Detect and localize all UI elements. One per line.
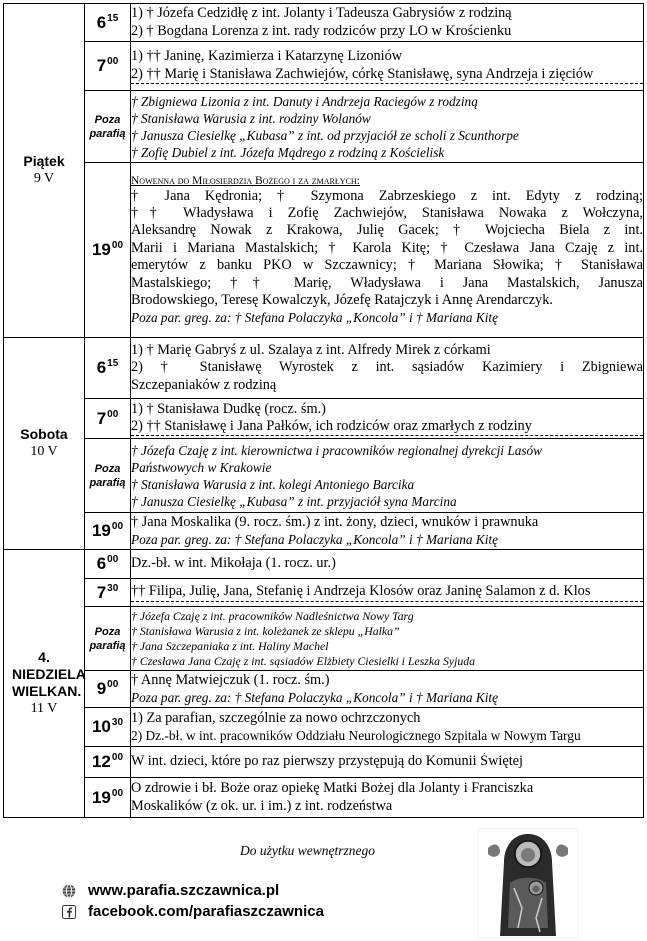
intention-line: Marii i Mariana Mastalskich; † Karola Kitę; † Czesława Jana Czaję z int. bbox=[131, 239, 643, 256]
intention-line: Państwowych w Krakowie bbox=[131, 459, 272, 475]
intention-line: emerytów z banku PKO w Szczawnicy; † Mariana Słowika; † Stanisława bbox=[131, 257, 643, 274]
mass-time: $19^{00}$ bbox=[85, 778, 131, 818]
mass-intentions bbox=[131, 708, 644, 747]
mass-time: $7^{00}$ bbox=[85, 399, 131, 439]
poza-parafia-label: Poza parafią bbox=[85, 91, 131, 163]
intention-line: †† Filipa, Julię, Jana, Stefanię i Andrzeja Klosów oraz Janinę Salamon z d. Klos bbox=[131, 583, 643, 601]
intention-line: 1) † Józefa Cedzidłę z int. Jolanty i Tadeusza Gabrysiów z rodziną bbox=[131, 5, 512, 22]
mass-intentions bbox=[131, 338, 644, 399]
intention-line: † Jana Szczepaniaka z int. Haliny Machel bbox=[131, 638, 329, 653]
intention-line: 2) † Stanisławę Wyrostek z int. sąsiadów Kazimiery i Zbigniewa bbox=[131, 359, 643, 376]
mass-time: $19^{00}$ bbox=[85, 163, 131, 338]
intention-line: † Annę Matwiejczuk (1. rocz. śm.) bbox=[131, 671, 330, 688]
website-link[interactable]: www.parafia.szczawnica.pl bbox=[88, 882, 280, 899]
day-date: 11 V bbox=[30, 701, 58, 716]
mass-intentions bbox=[131, 42, 644, 91]
intention-line: † Stanisława Warusia z int. kolegi Antoniego Barcika bbox=[131, 476, 415, 492]
mass-intentions bbox=[131, 4, 644, 42]
mass-intentions bbox=[131, 513, 644, 550]
poza-parafia-label: Poza parafią bbox=[85, 607, 131, 671]
intention-line: 1) †† Janinę, Kazimierza i Katarzynę Lizoniów bbox=[131, 48, 403, 65]
intention-line: † Czesława Jana Czaję z int. sąsiadów Elżbiety Ciesielki i Leszka Syjuda bbox=[131, 653, 476, 668]
mass-time: $7^{30}$ bbox=[85, 579, 131, 607]
intention-line: 1) Za parafian, szczególnie za nowo ochrzczonych bbox=[131, 709, 421, 726]
intention-line: † Zbigniewa Lizonia z int. Danuty i Andrzeja Raciegów z rodziną bbox=[131, 93, 478, 109]
facebook-link[interactable]: facebook.com/parafiaszczawnica bbox=[88, 903, 324, 920]
facebook-row[interactable] bbox=[62, 901, 324, 922]
intention-line: O zdrowie i bł. Boże oraz opiekę Matki Bożej dla Jolanty i Franciszka bbox=[131, 780, 534, 797]
intention-line: 2) †† Stanisławę i Jana Pałków, ich rodziców oraz zmarłych z rodziny bbox=[131, 418, 643, 436]
mass-time: $6^{15}$ bbox=[85, 4, 131, 42]
intention-line: † Zofię Dubiel z int. Józefa Mądrego z rodziną z Kościelisk bbox=[131, 144, 445, 160]
website-row[interactable] bbox=[62, 880, 324, 901]
mass-intentions bbox=[131, 399, 644, 439]
mass-time: $19^{00}$ bbox=[85, 513, 131, 550]
day-date: 10 V bbox=[30, 444, 58, 459]
madonna-icon-image bbox=[478, 828, 578, 938]
intention-line: †† Władysława i Zofię Zachwiejów, Stanisława Nowaka z Wołczyna, bbox=[131, 204, 643, 221]
intention-line: 2) Dz.-bł. w int. pracowników Oddziału Neurologicznego Szpitala w Nowym Targu bbox=[131, 728, 581, 743]
novena-intentions bbox=[131, 163, 644, 338]
intention-line: † Stanisława Warusia z int. koleżanek ze sklepu „Halka” bbox=[131, 623, 400, 638]
gregorian-note: Poza par. greg. za: † Stefana Polaczyka „Koncola” i † Mariana Kitę bbox=[131, 310, 499, 326]
mass-intentions bbox=[131, 550, 644, 579]
internal-use-note: Do użytku wewnętrznego bbox=[240, 843, 375, 858]
contact-links bbox=[62, 880, 324, 922]
mass-time: $7^{00}$ bbox=[85, 42, 131, 91]
intention-line: 1) † Stanisława Dudkę (rocz. śm.) bbox=[131, 400, 326, 417]
intention-line: † Józefa Czaję z int. kierownictwa i pracowników regionalnej dyrekcji Lasów bbox=[131, 442, 543, 458]
gregorian-note: Poza par. greg. za: † Stefana Polaczyka „Koncola” i † Mariana Kitę bbox=[131, 532, 499, 548]
intention-line: Dz.-bł. w int. Mikołaja (1. rocz. ur.) bbox=[131, 555, 336, 572]
intention-line: † Józefa Czaję z int. pracowników Nadleśnictwa Nowy Targ bbox=[131, 608, 414, 623]
mass-time: $9^{00}$ bbox=[85, 671, 131, 708]
intention-line: 2) † Bogdana Lorenza z int. rady rodziców przy LO w Krościenku bbox=[131, 22, 512, 39]
intention-line: Aleksandrę Nowak z Krakowa, Julię Gacek; † Wojciecha Biela z int. bbox=[131, 222, 643, 239]
mass-time: $10^{30}$ bbox=[85, 708, 131, 747]
mass-intentions bbox=[131, 671, 644, 708]
intention-line: † Stanisława Warusia z int. rodziny Wolanów bbox=[131, 110, 371, 126]
day-cell-sunday bbox=[4, 550, 85, 818]
mass-time: $12^{00}$ bbox=[85, 747, 131, 778]
poza-parafia-label: Poza parafią bbox=[85, 439, 131, 513]
intention-line: † Janusza Ciesielkę „Kubasa” z int. przyjaciół syna Marcina bbox=[131, 493, 457, 509]
day-name: 4. NIEDZIELA WIELKAN. bbox=[12, 649, 86, 699]
mass-schedule-table bbox=[3, 3, 644, 818]
poza-intentions bbox=[131, 439, 644, 513]
day-cell-saturday bbox=[4, 338, 85, 550]
day-name: Piątek bbox=[23, 153, 65, 169]
mass-time: $6^{15}$ bbox=[85, 338, 131, 399]
facebook-icon bbox=[62, 905, 76, 919]
intention-line: 2) †† Marię i Stanisława Zachwiejów, córkę Stanisławę, syna Andrzeja i zięciów bbox=[131, 66, 643, 84]
day-cell-friday bbox=[4, 4, 85, 338]
intention-line: 1) † Marię Gabryś z ul. Szalaya z int. Alfredy Mirek z córkami bbox=[131, 341, 491, 358]
mass-intentions bbox=[131, 747, 644, 778]
intention-line: Mastalskiego; †† Marię, Władysława i Jana Mastalskich, Janusza bbox=[131, 274, 643, 291]
mass-time: $6^{00}$ bbox=[85, 550, 131, 579]
globe-icon bbox=[62, 884, 76, 898]
day-name: Sobota bbox=[20, 426, 68, 442]
gregorian-note: Poza par. greg. za: † Stefana Polaczyka „Koncola” i † Mariana Kitę bbox=[131, 690, 499, 706]
poza-intentions bbox=[131, 91, 644, 163]
intention-line: † Jana Moskalika (9. rocz. śm.) z int. żony, dzieci, wnuków i prawnuka bbox=[131, 513, 539, 530]
intention-line: W int. dzieci, które po raz pierwszy przystępują do Komunii Świętej bbox=[131, 753, 523, 770]
intention-line: † Janusza Ciesielkę „Kubasa” z int. od przyjaciół ze scholi z Scunthorpe bbox=[131, 127, 519, 143]
mass-intentions bbox=[131, 579, 644, 607]
intention-line: Moskalików (z ok. ur. i im.) z int. rodzeństwa bbox=[131, 797, 393, 814]
novena-title: Nowenna do Miłosierdzia Bożego i za zmarłych: bbox=[131, 174, 360, 187]
intention-line: Brodowskiego, Teresę Kowalczyk, Józefę Ratajczyk i Annę Arendarczyk. bbox=[131, 292, 553, 309]
intention-line: † Jana Kędronia; † Szymona Zabrzeskiego z int. Edyty z rodziną; bbox=[131, 187, 643, 204]
poza-intentions bbox=[131, 607, 644, 671]
mass-intentions bbox=[131, 778, 644, 818]
day-date: 9 V bbox=[33, 171, 55, 186]
intention-line: Szczepaniaków z rodziną bbox=[131, 376, 277, 393]
